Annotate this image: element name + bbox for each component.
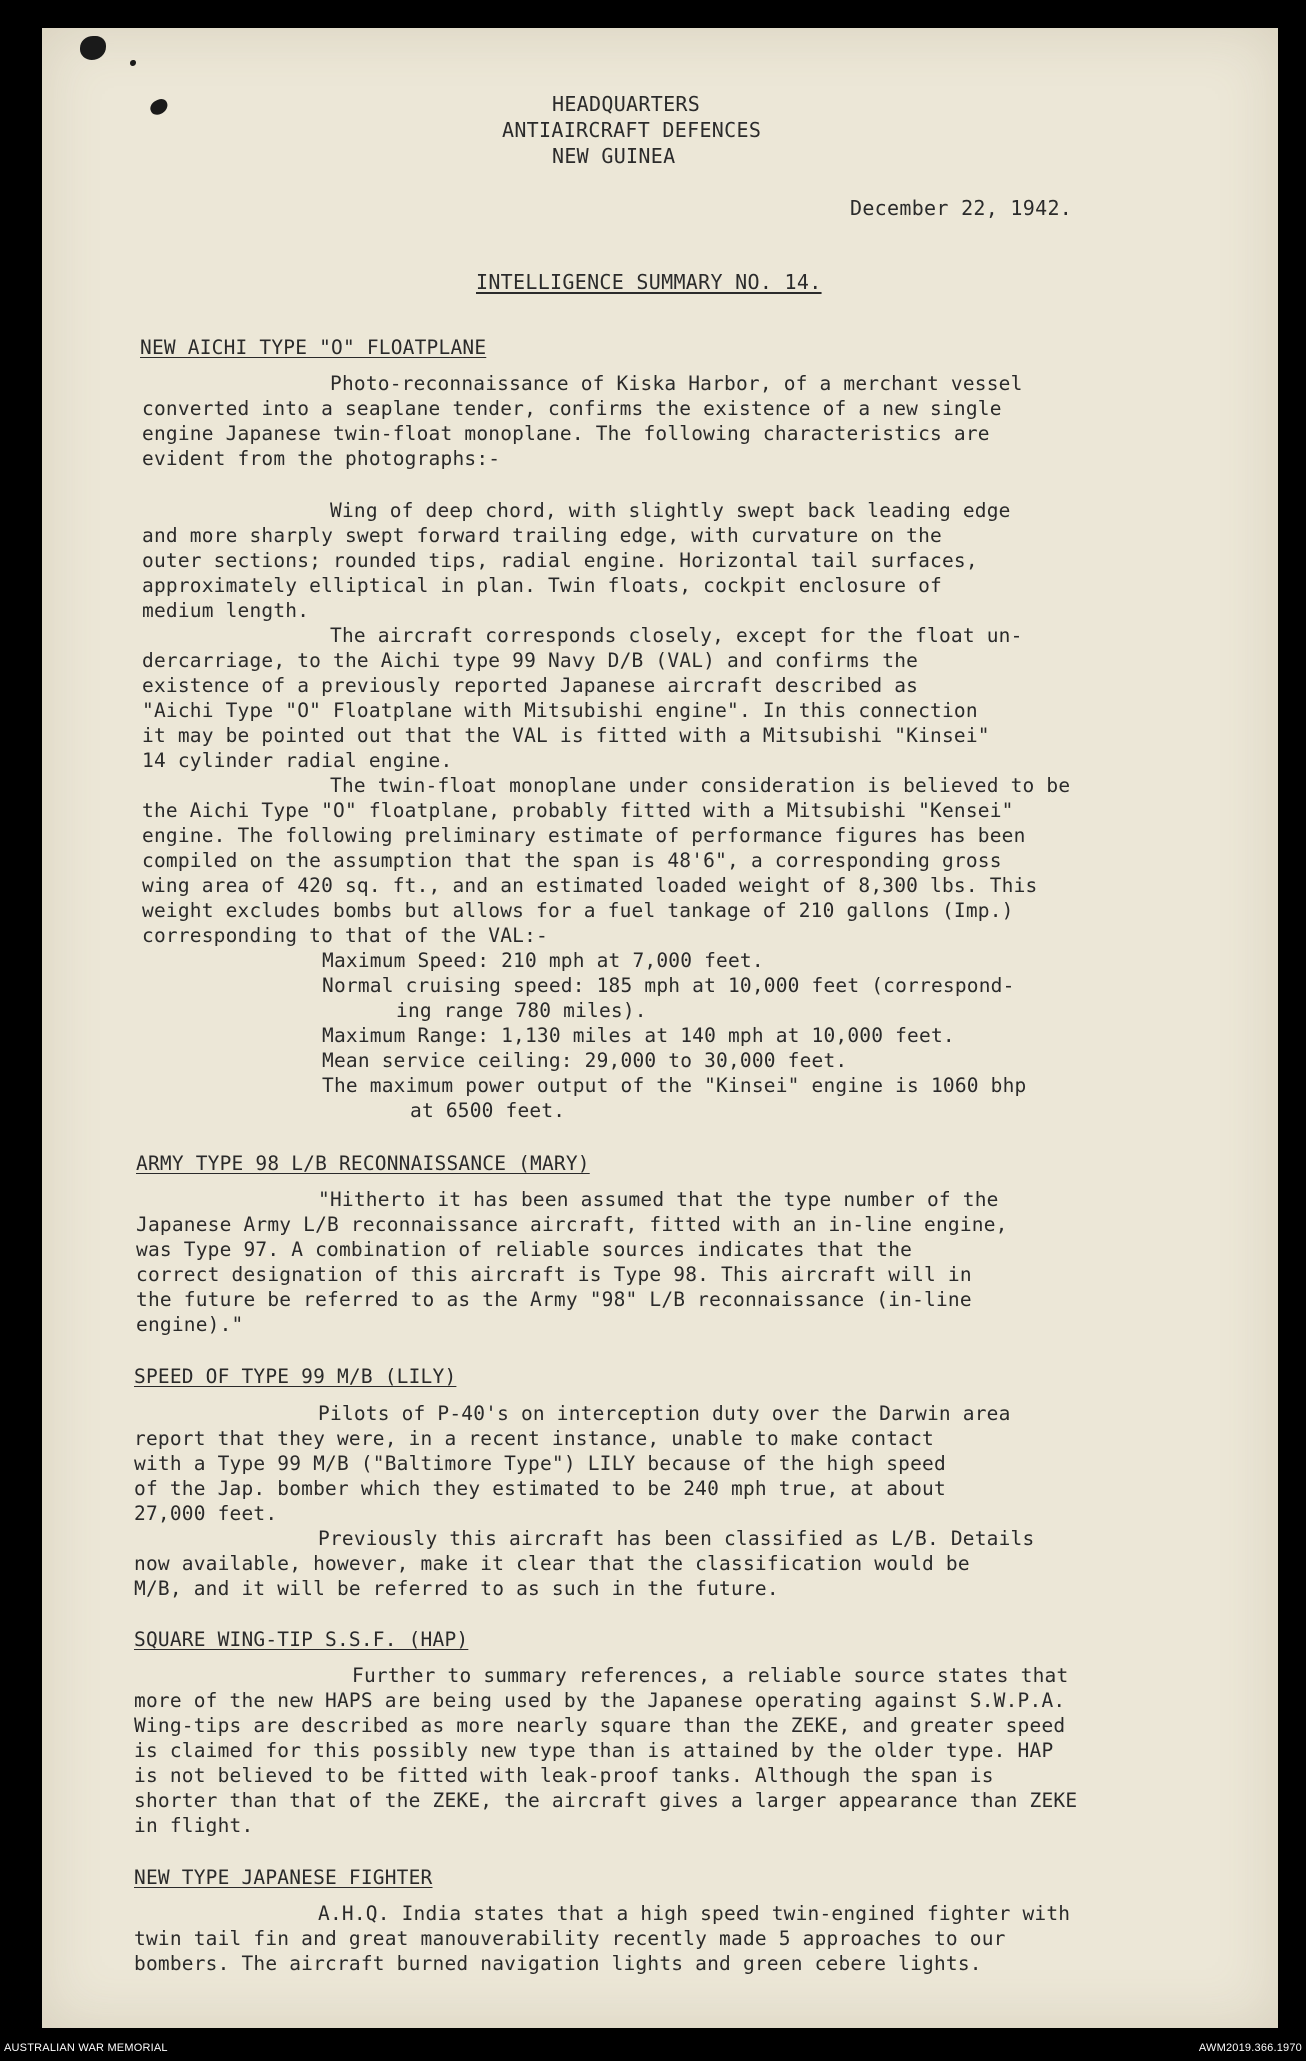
body-line: engine Japanese twin-float monoplane. The following characteristics are xyxy=(142,422,990,445)
body-line: Maximum Speed: 210 mph at 7,000 feet. xyxy=(322,949,764,972)
body-line: evident from the photographs:- xyxy=(142,447,501,470)
body-line: shorter than that of the ZEKE, the aircraft gives a larger appearance than ZEKE xyxy=(134,1789,1078,1812)
document-date: December 22, 1942. xyxy=(850,196,1073,220)
body-line: dercarriage, to the Aichi type 99 Navy D/B (VAL) and confirms the xyxy=(142,649,919,672)
body-line: outer sections; rounded tips, radial engine. Horizontal tail surfaces, xyxy=(142,549,978,572)
body-line: twin tail fin and great manouverability recently made 5 approaches to our xyxy=(134,1927,1006,1950)
body-line: The aircraft corresponds closely, except for the float un- xyxy=(330,624,1023,647)
body-line: is claimed for this possibly new type than is attained by the older type. HAP xyxy=(134,1739,1054,1762)
body-line: was Type 97. A combination of reliable sources indicates that the xyxy=(136,1238,913,1261)
body-line: "Aichi Type "O" Floatplane with Mitsubishi engine". In this connection xyxy=(142,699,978,722)
body-line: Photo-reconnaissance of Kiska Harbor, of a merchant vessel xyxy=(330,372,1023,395)
body-line: in flight. xyxy=(134,1814,254,1837)
body-line: at 6500 feet. xyxy=(410,1099,566,1122)
section-heading: NEW TYPE JAPANESE FIGHTER xyxy=(134,1866,433,1889)
body-line: weight excludes bombs but allows for a fuel tankage of 210 gallons (Imp.) xyxy=(142,899,1014,922)
summary-title: INTELLIGENCE SUMMARY NO. 14. xyxy=(476,270,822,294)
body-line: corresponding to that of the VAL:- xyxy=(142,924,548,947)
body-line: of the Jap. bomber which they estimated to be 240 mph true, at about xyxy=(134,1477,946,1500)
body-line: medium length. xyxy=(142,599,310,622)
section-heading: SPEED OF TYPE 99 M/B (LILY) xyxy=(134,1365,457,1388)
body-line: Japanese Army L/B reconnaissance aircraft, fitted with an in-line engine, xyxy=(136,1213,1008,1236)
body-line: now available, however, make it clear that the classification would be xyxy=(134,1552,970,1575)
body-line: A.H.Q. India states that a high speed twin-engined fighter with xyxy=(318,1902,1071,1925)
body-line: correct designation of this aircraft is Type 98. This aircraft will in xyxy=(136,1263,972,1286)
body-line: engine)." xyxy=(136,1313,244,1336)
body-line: it may be pointed out that the VAL is fitted with a Mitsubishi "Kinsei" xyxy=(142,724,990,747)
body-line: Previously this aircraft has been classified as L/B. Details xyxy=(318,1527,1035,1550)
body-line: and more sharply swept forward trailing edge, with curvature on the xyxy=(142,524,942,547)
ink-blot xyxy=(130,60,136,66)
section-heading: NEW AICHI TYPE "O" FLOATPLANE xyxy=(140,336,487,359)
body-line: Pilots of P-40's on interception duty over the Darwin area xyxy=(318,1402,1011,1425)
body-line: M/B, and it will be referred to as such in the future. xyxy=(134,1577,779,1600)
body-line: the future be referred to as the Army "98" L/B reconnaissance (in-line xyxy=(136,1288,972,1311)
footer-source: AUSTRALIAN WAR MEMORIAL xyxy=(4,2042,168,2054)
body-line: compiled on the assumption that the span is 48'6", a corresponding gross xyxy=(142,849,1002,872)
body-line: Wing-tips are described as more nearly square than the ZEKE, and greater speed xyxy=(134,1714,1066,1737)
body-line: Wing of deep chord, with slightly swept back leading edge xyxy=(330,499,1011,522)
body-line: existence of a previously reported Japanese aircraft described as xyxy=(142,674,919,697)
body-line: 14 cylinder radial engine. xyxy=(142,749,453,772)
header-line: ANTIAIRCRAFT DEFENCES xyxy=(502,118,762,142)
body-line: with a Type 99 M/B ("Baltimore Type") LILY because of the high speed xyxy=(134,1452,946,1475)
ink-blot xyxy=(148,97,170,117)
body-line: ing range 780 miles). xyxy=(396,999,647,1022)
header-line: HEADQUARTERS xyxy=(552,92,701,116)
body-line: Normal cruising speed: 185 mph at 10,000 feet (correspond- xyxy=(322,974,1015,997)
ink-blot xyxy=(80,36,106,60)
body-line: report that they were, in a recent instance, unable to make contact xyxy=(134,1427,934,1450)
body-line: Maximum Range: 1,130 miles at 140 mph at 10,000 feet. xyxy=(322,1024,955,1047)
body-line: Further to summary references, a reliable source states that xyxy=(352,1664,1069,1687)
body-line: more of the new HAPS are being used by the Japanese operating against S.W.P.A. xyxy=(134,1689,1066,1712)
body-line: Mean service ceiling: 29,000 to 30,000 feet. xyxy=(322,1049,848,1072)
body-line: wing area of 420 sq. ft., and an estimated loaded weight of 8,300 lbs. This xyxy=(142,874,1038,897)
body-line: 27,000 feet. xyxy=(134,1502,278,1525)
body-line: The maximum power output of the "Kinsei" engine is 1060 bhp xyxy=(322,1074,1027,1097)
section-heading: SQUARE WING-TIP S.S.F. (HAP) xyxy=(134,1628,469,1651)
header-line: NEW GUINEA xyxy=(552,144,676,168)
body-line: converted into a seaplane tender, confirms the existence of a new single xyxy=(142,397,1002,420)
body-line: bombers. The aircraft burned navigation lights and green cebere lights. xyxy=(134,1952,982,1975)
section-heading: ARMY TYPE 98 L/B RECONNAISSANCE (MARY) xyxy=(136,1152,590,1175)
body-line: the Aichi Type "O" floatplane, probably fitted with a Mitsubishi "Kensei" xyxy=(142,799,1014,822)
body-line: engine. The following preliminary estimate of performance figures has been xyxy=(142,824,1026,847)
body-line: is not believed to be fitted with leak-proof tanks. Although the span is xyxy=(134,1764,994,1787)
body-line: "Hitherto it has been assumed that the type number of the xyxy=(318,1188,999,1211)
body-line: approximately elliptical in plan. Twin floats, cockpit enclosure of xyxy=(142,574,942,597)
footer-reference: AWM2019.366.1970 xyxy=(1198,2042,1302,2054)
body-line: The twin-float monoplane under consideration is believed to be xyxy=(330,774,1071,797)
